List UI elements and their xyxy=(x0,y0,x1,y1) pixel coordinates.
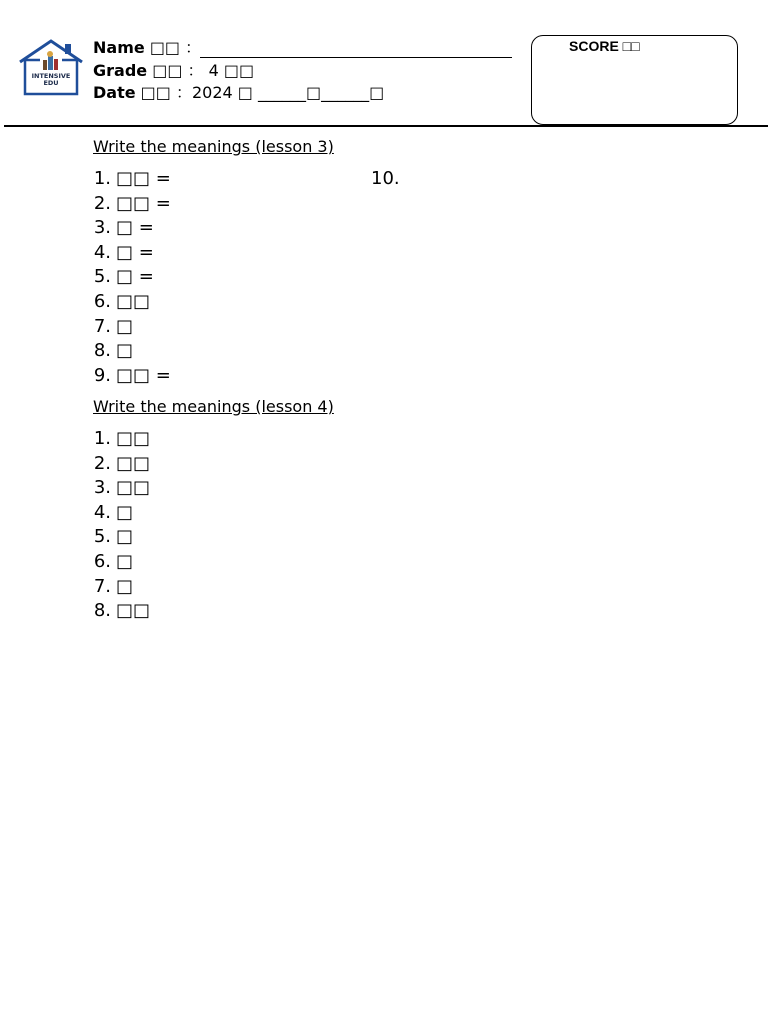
item-number: 5. xyxy=(93,266,111,288)
item-number: 2. xyxy=(93,192,111,214)
list-item xyxy=(81,477,150,502)
item-number: 5. xyxy=(93,526,111,548)
item-text: □ = xyxy=(116,217,154,239)
list-item xyxy=(81,428,150,453)
list-item xyxy=(81,291,171,316)
item-text: □□ xyxy=(116,477,151,499)
item-number: 8. xyxy=(93,340,111,362)
list-item xyxy=(81,576,150,601)
list-item xyxy=(81,168,171,193)
list-item xyxy=(81,600,150,625)
list-item xyxy=(81,502,150,527)
name-label: Name xyxy=(93,38,145,57)
date-label: Date xyxy=(93,83,136,102)
name-field xyxy=(93,35,201,58)
item-text: □ xyxy=(116,340,134,362)
logo-text-line2: EDU xyxy=(43,79,59,87)
item-text: □□ xyxy=(116,290,151,312)
house-logo-icon xyxy=(18,38,84,98)
item-text: □□ = xyxy=(116,364,171,386)
date-field xyxy=(93,80,384,103)
item-text: □□ = xyxy=(116,168,171,189)
list-item xyxy=(81,217,171,242)
item-text: □ xyxy=(116,501,134,523)
score-label: SCORE □□ xyxy=(569,38,640,54)
list-item xyxy=(81,365,171,390)
item-text: □ = xyxy=(116,241,154,263)
grade-field xyxy=(93,58,254,81)
school-logo xyxy=(18,38,84,98)
lesson4-list xyxy=(81,428,150,625)
item-number: 7. xyxy=(93,315,111,337)
list-item xyxy=(81,526,150,551)
item-text: □ xyxy=(116,315,134,337)
list-item xyxy=(81,193,171,218)
item-number: 7. xyxy=(93,575,111,597)
list-item xyxy=(81,316,171,341)
item-text: □ xyxy=(116,550,134,572)
list-item xyxy=(81,551,150,576)
item-text: □ xyxy=(116,575,134,597)
item-text: □□ = xyxy=(116,192,171,214)
item-text: □ xyxy=(116,526,134,548)
item-number: 1. xyxy=(93,168,111,189)
list-item xyxy=(81,453,150,478)
date-value: □□ ：2024 □ ______□______□ xyxy=(140,83,385,102)
name-label-rest: □□ ： xyxy=(149,38,202,57)
lesson4-title: Write the meanings (lesson 4) xyxy=(93,397,334,416)
lesson3-item-10: 10. xyxy=(371,168,400,189)
item-text: □□ xyxy=(116,600,151,622)
score-box xyxy=(531,35,738,125)
item-text: □□ xyxy=(116,452,151,474)
item-text: □□ xyxy=(116,428,151,449)
item-number: 4. xyxy=(93,241,111,263)
list-item xyxy=(81,242,171,267)
item-number: 1. xyxy=(93,428,111,449)
item-number: 8. xyxy=(93,600,111,622)
item-number: 4. xyxy=(93,501,111,523)
list-item xyxy=(81,340,171,365)
grade-label: Grade xyxy=(93,61,148,80)
item-number: 6. xyxy=(93,290,111,312)
logo-text-line1: INTENSIVE xyxy=(31,72,71,80)
item-number: 6. xyxy=(93,550,111,572)
item-number: 2. xyxy=(93,452,111,474)
grade-value: □□ ： 4 □□ xyxy=(152,61,255,80)
header-divider xyxy=(4,125,768,127)
item-number: 3. xyxy=(93,477,111,499)
lesson3-list xyxy=(81,168,171,389)
lesson3-title: Write the meanings (lesson 3) xyxy=(93,137,334,156)
list-item xyxy=(81,266,171,291)
item-number: 3. xyxy=(93,217,111,239)
item-text: □ = xyxy=(116,266,154,288)
item-number: 9. xyxy=(93,364,111,386)
